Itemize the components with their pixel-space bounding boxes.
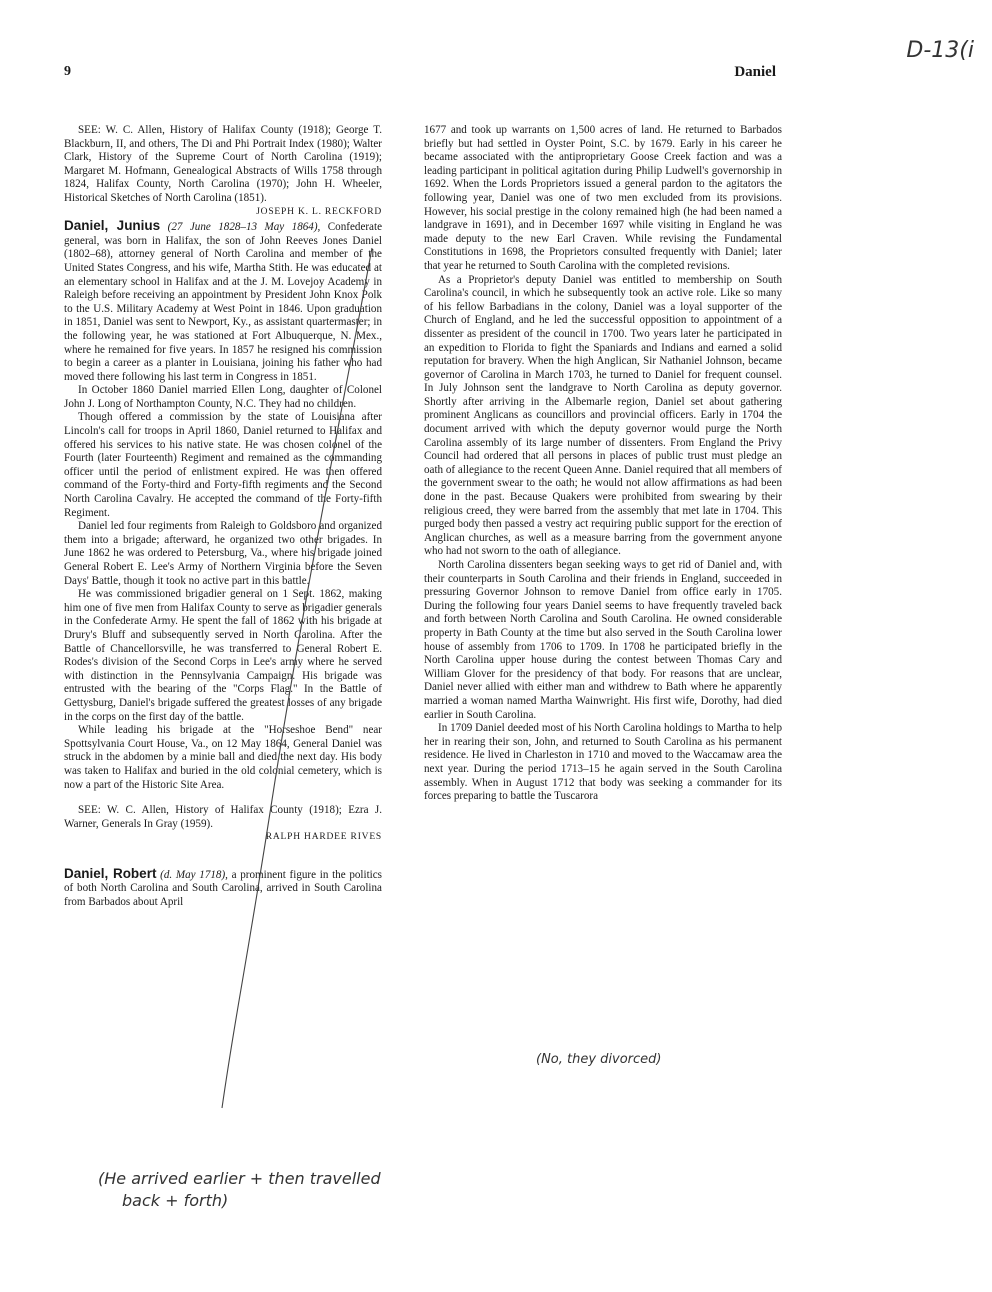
entry-paragraph: In 1709 Daniel deeded most of his North Carolina holdings to Martha to help her in rearing their son, John, and returned to South Carolina as his permanent residence. He lived in Charleston in 1710 and moved to the Waccamaw area the next year. During the period 1713–15 he again served in the South Carolina assembly. When in August 1712 that body was seeking a commander for its forces preparing to battle the Tuscarora bbox=[424, 722, 782, 803]
handwritten-note-line: back + forth) bbox=[122, 1191, 229, 1210]
entry-name: Daniel, Junius bbox=[64, 218, 161, 234]
handwritten-note-bottom bbox=[98, 1168, 498, 1212]
entry-dates: (d. May 1718), bbox=[160, 868, 228, 881]
entry-paragraph: While leading his brigade at the "Horseshoe Bend" near Spottsylvania Court House, Va., on 12 May 1864, General Daniel was struck in the abdomen by a minie ball and died the next day. His body was taken to Halifax and buried in the old colonial cemetery, which is now a part of the Historic Site Area. bbox=[64, 724, 382, 791]
entry-author: RALPH HARDEE RIVES bbox=[265, 832, 382, 843]
right-column bbox=[424, 124, 782, 804]
page-number: 9 bbox=[64, 64, 71, 79]
archive-mark-handwritten: D-13(i bbox=[906, 38, 974, 63]
entry-paragraph: He was commissioned brigadier general on 1 Sept. 1862, making him one of five men from Halifax County to serve as brigadier generals in the Confederate Army. He spent the fall of 1862 with his brigade at Drury's Bluff and subsequently served in North Carolina. After the Battle of Chancellorsville, he was transferred to General Robert E. Rodes's division of the Second Corps in Lee's army where he served with distinction in the Pennsylvania Campaign. His brigade was entrusted with the bearing of the "Corps Flag." In the Battle of Gettysburg, Daniel's brigade suffered the greatest losses of any brigade in the corps on the first day of the battle. bbox=[64, 588, 382, 723]
handwritten-note-line: (He arrived earlier + then travelled bbox=[98, 1169, 381, 1188]
entry-name: Daniel, Robert bbox=[64, 865, 157, 881]
entry-paragraph: a prominent figure in the politics of both North Carolina and South Carolina, arrived in South Carolina from Barbados about April bbox=[64, 868, 382, 909]
running-head: Daniel bbox=[734, 64, 776, 80]
prev-entry-author: JOSEPH K. L. RECKFORD bbox=[256, 206, 382, 217]
entry-paragraph: As a Proprietor's deputy Daniel was entitled to membership on South Carolina's council, in which he subsequently took an active role. Like so many of his fellow Barbadians in the colony, Daniel was a loyal supporter of the Church of England, and he led the successful opposition to appointment of a dissenter as president of the council in 1700. Two years later he participated in an expedition to Florida to fight the Spaniards and Indians and earned a solid reputation for bravery. When the high Anglican, Sir Nathaniel Johnson, became governor of Carolina in March 1703, he turned to Daniel for frequent counsel. In July Johnson sent the landgrave to North Carolina as deputy governor. Shortly after arriving in the Albemarle region, Daniel set about gathering prominent Anglicans as councillors and provincial officers. Early in 1704 the document arrived with which the deputy governor would purge the North Carolina assembly of its large number of dissenters. From England the Privy Council had ordered that all persons in places of public trust must pledge an oath of allegiance to the recent Queen Anne. Daniel required that all members of the government swear to the oath; he would not allow affirmations as had been done in the past. Because Quakers were prohibited from swearing by their religious creed, they were barred from the assembly that met late in 1704. This purged body then passed a vestry act requiring public support for the erection of Anglican churches, as well as a measure barring from the government anyone who had not sworn to the oath of allegiance. bbox=[424, 273, 782, 558]
entry-paragraph: North Carolina dissenters began seeking ways to get rid of Daniel and, with their counterparts in South Carolina and their friends in England, succeeded in pressuring Governor Johnson to remove Daniel from office early in 1705. During the following four years Daniel seems to have frequently traveled back and forth between North Carolina and South Carolina. He owned considerable property in Bath County at the time but also served in the South Carolina lower house of assembly from 1706 to 1709. In 1708 he participated briefly in the North Carolina upper house during the contest between Thomas Cary and William Glover for the presidency of that body. For reasons that are unclear, Daniel never allied with either man and withdrew to Bath where he apparently married a woman named Martha Wainwright. His first wife, Dorothy, had died earlier in South Carolina. bbox=[424, 559, 782, 721]
entry-sources: SEE: W. C. Allen, History of Halifax County (1918); Ezra J. Warner, Generals In Gray (1959). bbox=[64, 804, 382, 830]
entry-paragraph: Confederate general, was born in Halifax, the son of John Reeves Jones Daniel (1802–68), attorney general of North Carolina and member of the United States Congress, and his wife, Martha Stith. He was educated at an elementary school in Halifax and at the J. M. Lovejoy Academy in Raleigh before receiving an appointment by President John Knox Polk to the U.S. Military Academy at West Point in 1846. Upon graduation in 1851, Daniel was sent to Newport, Ky., as assistant quartermaster; in the following year, he was stationed at Fort Albuquerque, N. Mex., where he remained for five years. In 1857 he resigned his commission to begin a career as a planter in Louisiana, joining his father who had moved there following his last term in Congress in 1851. bbox=[64, 221, 382, 383]
entry-junius-daniel bbox=[64, 219, 382, 384]
left-column bbox=[64, 124, 382, 910]
entry-paragraph: Though offered a commission by the state of Louisiana after Lincoln's call for troops in April 1860, Daniel returned to Halifax and offered his services to his native state. He was chosen colonel of the Fourth (later Fourteenth) Regiment and remained as the commanding officer until the period of enlistment expired. He was then offered command of the Forty-third and Forty-fifth regiments and the Second North Carolina Cavalry. He accepted the command of the Forty-fifth Regiment. bbox=[64, 411, 382, 519]
entry-paragraph: 1677 and took up warrants on 1,500 acres of land. He returned to Barbados briefly but had settled in Oyster Point, S.C. by 1679. Early in his career he became associated with the antiproprietary Goose Creek faction and was a leading participant in political agitation during Philip Ludwell's governorship in 1692. When the Lords Proprietors issued a general pardon to the agitators the following year, Daniel was one of two men excluded from its provisions. However, his social prestige in the colony remained high (he had been named a landgrave in 1691), and in December 1697 while visiting in England he was made deputy to the new Earl Craven. While revising the Fundamental Constitutions in 1698, the Proprietors consulted frequently with Daniel; later that year he returned to South Carolina with the completed revisions. bbox=[424, 124, 782, 272]
entry-robert-daniel bbox=[64, 867, 382, 910]
entry-paragraph: In October 1860 Daniel married Ellen Long, daughter of Colonel John J. Long of Northampton County, N.C. They had no children. bbox=[64, 384, 382, 410]
handwritten-note-inline: (No, they divorced) bbox=[536, 1052, 662, 1067]
entry-dates: (27 June 1828–13 May 1864), bbox=[167, 221, 321, 234]
prev-entry-sources: SEE: W. C. Allen, History of Halifax County (1918); George T. Blackburn, II, and others, The Di and Phi Portrait Index (1980); Walter Clark, History of the Supreme Court of North Carolina (1919); Margaret M. Hofmann, Genealogical Abstracts of Wills 1758 through 1824, Halifax County, North Carolina (1970); John H. Wheeler, Historical Sketches of North Carolina (1851). bbox=[64, 124, 382, 204]
entry-paragraph: Daniel led four regiments from Raleigh to Goldsboro and organized them into a brigade; afterward, he organized two other brigades. In June 1862 he was ordered to Petersburg, Va., where his brigade joined General Robert E. Lee's Army of Northern Virginia before the Seven Days' Battle, though it took no active part in this battle. bbox=[64, 520, 382, 587]
